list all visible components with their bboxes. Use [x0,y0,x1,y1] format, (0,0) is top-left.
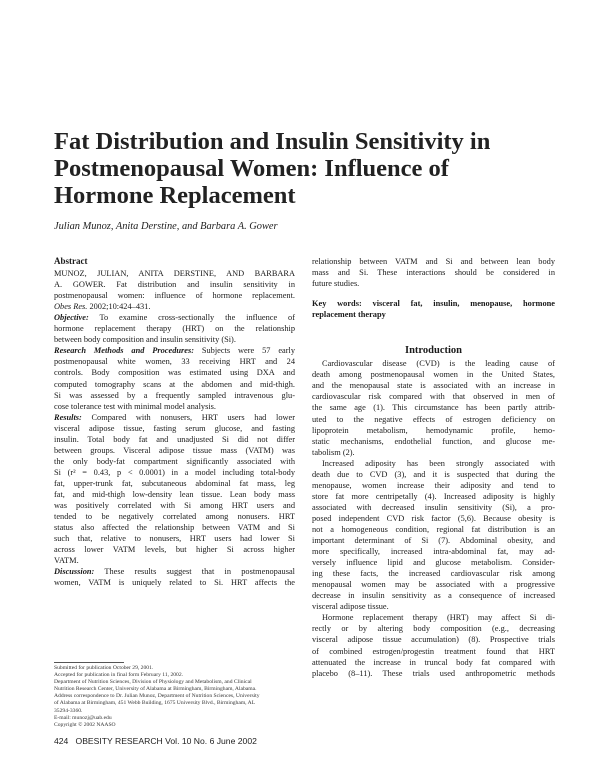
text-line: A. GOWER. Fat distribution and insulin sensitivity in [54,280,295,290]
text-line: uted to the negative effects of estrogen deficiency on [312,414,555,424]
page-footer [54,736,257,746]
text-line: MUNOZ, JULIAN, ANITA DERSTINE, AND BARBARA [54,269,295,279]
text-line: important determinant of Si (7). Abdominal obesity, and [312,536,555,546]
text-line: the only body-fat compartment significantly associated with [54,456,295,466]
text-line: Objective: To examine cross-sectionally the influence of [54,313,295,323]
text-line: Increased adiposity has been strongly associated with [322,458,555,468]
abstract-methods [54,345,295,411]
text-line: death due to CVD (3), and it is suspected that during the [312,469,555,479]
text-line: postmenopausal white women, 33 receiving HRT and 24 [54,357,295,367]
text-line: cardiovascular risk compared with that observed in men of [312,392,555,402]
text-line: Si was assessed by a frequently sampled intravenous glu- [54,390,295,400]
text-line: between groups. Visceral adipose tissue mass (VATM) was [54,445,295,455]
text-line: static mechanisms, endothelial function, and glucose me- [312,436,555,446]
text-line: more specifically, increased intra-abdominal fat, may ad- [312,547,555,557]
journal-reference: 2002;10:424–431. [87,302,151,312]
text-line: tended to be negatively correlated among nonusers. HRT [54,512,295,522]
running-head: OBESITY RESEARCH Vol. 10 No. 6 June 2002 [75,736,257,746]
footnote-line: Submitted for publication October 29, 2001. [54,665,154,671]
text-line: tabolism (2). [312,447,355,457]
text-line: future studies. [312,279,360,289]
text-line: cose tolerance test with minimal model analysis. [54,401,216,411]
text-line: versely influence lipid and glucose metabolism. Consider- [312,558,555,568]
body-column [312,256,555,679]
text-line: rectly or by altering body composition (e.g., decreasing [312,624,555,634]
text-line: women, VATM is uniquely related to Si. HRT affects the [54,578,295,588]
text-line: hormone replacement therapy (HRT) on the relationship [54,324,295,334]
text-line: computed tomography scans at the abdomen and mid-thigh. [54,379,295,389]
text-line: VATM. [54,556,79,566]
text-line: Si (r² = 0.43, p < 0.0001) in a model including total-body [54,467,295,477]
text-line: mass and Si. These interactions should be considered in [312,268,555,278]
text-line: between body composition and insulin sensitivity (Si). [54,335,236,345]
footnote-divider [54,662,124,663]
text-line: Cardiovascular disease (CVD) is the leading cause of [322,359,555,369]
text-line: store fat more centripetally (4). Increased adiposity is highly [312,491,555,501]
footnote-line: Nutrition Research Center, University of Alabama at Birmingham, Birmingham, Alabama. [54,686,257,693]
journal-abbreviation: Obes Res. [54,302,88,312]
text-line: relationship between VATM and Si and between lean body [312,257,555,266]
title-line: Hormone Replacement [54,182,296,209]
text-line: posed independent CVD risk factor (5,6). Because obesity is [312,513,555,523]
text-line: not a homogeneous condition, regional fat distribution is an [312,524,555,534]
text-line: visceral adipose tissue. [312,602,389,612]
methods-label: Research Methods and Procedures: [54,346,194,356]
text-line: Results: Compared with nonusers, HRT users had lower [54,412,295,422]
intro-paragraph-3 [312,612,555,678]
text-line: attenuated the increase in truncal body fat compared with [312,657,555,667]
author-list: Julian Munoz, Anita Derstine, and Barbara A. Gower [54,221,278,232]
text-line: postmenopausal women: influence of hormone replacement. [54,291,295,301]
text-line: controls. Body composition was estimated using DXA and [54,368,295,378]
text-line: decrease in insulin sensitivity as a consequence of increased [312,591,555,601]
text-line: and the menopausal state is associated with an increase in [312,381,555,391]
text-line: Research Methods and Procedures: Subjects were 57 early [54,346,295,356]
abstract-heading: Abstract [54,256,88,266]
introduction-heading: Introduction [405,345,462,357]
abstract-discussion [54,566,295,588]
text-line: Key words: visceral fat, insulin, menopause, hormone [312,299,555,309]
text-line: ing these facts, the increased cardiovascular risk among [312,569,555,579]
text-line: replacement therapy [312,310,386,320]
text-line: Discussion: These results suggest that in postmenopausal [54,567,295,577]
footnote-line: Accepted for publication in final form February 11, 2002. [54,672,184,679]
objective-label: Objective: [54,313,89,323]
discussion-label: Discussion: [54,567,95,577]
article-title [54,128,554,209]
text-line: across lower VATM levels, but higher Si across higher [54,545,295,555]
keywords [312,298,555,320]
footnote-line: 35294-3360. [54,707,83,714]
text-line: status also affected the relationship between VATM and Si [54,523,295,533]
text-line: the same age (1). This circumstance has been partly attrib- [312,403,555,413]
text-line: was positively correlated with Si among HRT users and [54,501,295,511]
title-line: Postmenopausal Women: Influence of [54,155,449,182]
text-line [54,301,295,312]
footnote-line: Department of Nutrition Sciences, Division of Physiology and Metabolism, and Clinical [54,679,252,686]
footnote-line: Copyright © 2002 NAASO [54,721,116,728]
footnote-line: Address correspondence to Dr. Julian Munoz, Department of Nutrition Sciences, University [54,693,260,700]
abstract-objective [54,312,295,345]
text-line: Hormone replacement therapy (HRT) may affect Si di- [322,613,555,623]
abstract-citation [54,268,295,312]
title-line: Fat Distribution and Insulin Sensitivity in [54,128,491,155]
abstract-results [54,412,295,567]
text-line: menopause, women increase their adiposity and tend to [312,480,555,490]
footnotes [54,665,295,729]
text-line: associated with decreased insulin sensitivity (Si), a pro- [312,502,555,512]
text-line: fat, upper-trunk fat, subcutaneous abdominal fat mass, leg [54,478,295,488]
text-line: visceral adipose tissue accumulation) (8). Prospective trials [312,635,555,645]
footnote-line: E-mail: munozj@uab.edu [54,714,112,721]
results-label: Results: [54,412,82,422]
keywords-label: Key words: [312,299,362,309]
text-line: death among postmenopausal women in the United States, [312,370,555,380]
intro-paragraph-1 [312,358,555,457]
text-line: such that, relative to nonusers, HRT users had lower Si [54,534,295,544]
text-line: placebo (8–11). These trials used anthropometric methods [312,668,555,678]
footnote-line: of Alabama at Birmingham, 451 Webb Building, 1675 University Blvd., Birmingham, AL [54,700,256,707]
abstract-continuation [312,256,555,289]
text-line: lipoprotein metabolism, hemodynamic profile, hemo- [312,425,555,435]
intro-paragraph-2 [312,458,555,613]
text-line: visceral adipose tissue, fasting serum glucose, and fasting [54,423,295,433]
text-line: menopausal women may be associated with a progressive [312,580,555,590]
text-line: fat, and mid-thigh low-density lean tissue. Lean body mass [54,489,295,499]
abstract-column [54,256,295,588]
page-number: 424 [54,736,69,746]
text-line: insulin. Total body fat and unadjusted Si did not differ [54,434,295,444]
text-line: of combined estrogen/progestin treatment found that HRT [312,646,555,656]
